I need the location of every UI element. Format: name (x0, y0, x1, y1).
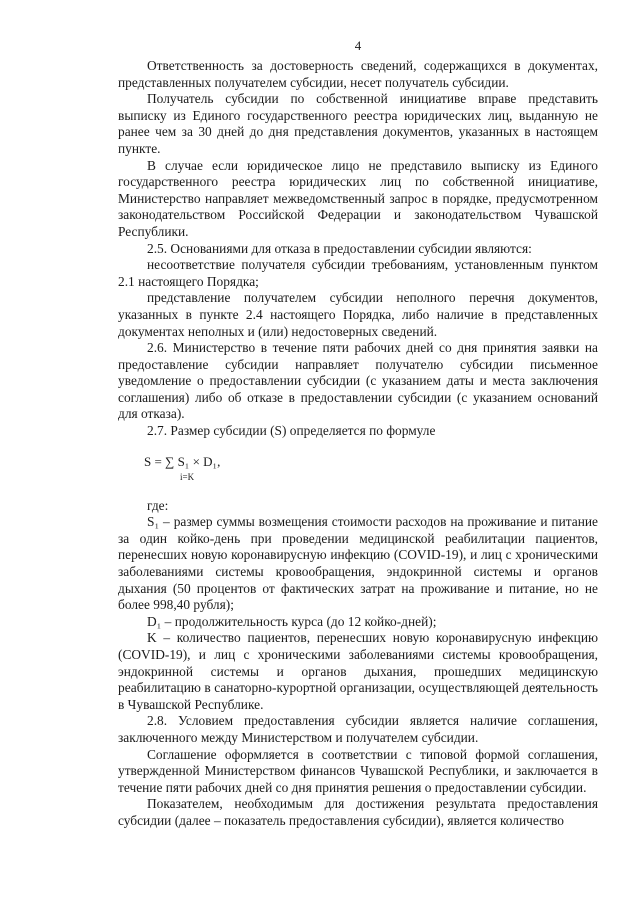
paragraph-indicator: Показателем, необходимым для достижения результата предоставления субсидии (далее – показатель предоставления субсидии), является количество (118, 796, 598, 828)
paragraph-extract-initiative: Получатель субсидии по собственной инициативе вправе представить выписку из Единого государственного реестра юридических лиц, выданную не ранее чем за 30 дней до дня представления документов, указанных в настоящем пункте. (118, 91, 598, 156)
paragraph-d1-definition: D₁ – продолжительность курса (до 12 койко-дней); (147, 613, 437, 629)
subsidy-formula (118, 446, 598, 492)
paragraph-agreement-form: Соглашение оформляется в соответствии с типовой формой соглашения, утвержденной Министерством финансов Чувашской Республики, и заключается в течение пяти рабочих дней со дня принятия решения о предоставлении субсидии. (118, 746, 598, 795)
paragraph-refusal-reason-1: несоответствие получателя субсидии требованиям, установленным пунктом 2.1 настоящего Порядка; (118, 257, 598, 289)
paragraph-responsibility: Ответственность за достоверность сведений, содержащихся в документах, представленных получателем субсидии, несет получатель субсидии. (118, 58, 598, 90)
paragraph-2-5-heading: 2.5. Основаниями для отказа в предоставлении субсидии являются: (147, 240, 532, 256)
page-number: 4 (354, 38, 362, 53)
formula-sum-index: i=K (180, 471, 195, 482)
paragraph-refusal-reason-2: представление получателем субсидии неполного перечня документов, указанных в пункте 2.4 настоящего Порядка, либо наличие в представленных документах неполных и (или) недостоверных сведений. (118, 290, 598, 339)
paragraph-interagency-request: В случае если юридическое лицо не представило выписку из Единого государственного реестра юридических лиц по собственной инициативе, Министерство направляет межведомственный запрос в порядке, предусмотренном законодательством Российской Федерации и законодательством Чувашской Республики. (118, 157, 598, 239)
paragraph-2-8: 2.8. Условием предоставления субсидии является наличие соглашения, заключенного между Министерством и получателем субсидии. (118, 713, 598, 745)
paragraph-2-7: 2.7. Размер субсидии (S) определяется по формуле (147, 423, 436, 439)
paragraph-2-6: 2.6. Министерство в течение пяти рабочих дней со дня принятия заявки на предоставление субсидии направляет получателю субсидии письменное уведомление о предоставлении субсидии (с указанием даты и места заключения соглашения) либо об отказе в предоставлении субсидии (с указанием оснований для отказа). (118, 340, 598, 422)
paragraph-k-definition: K – количество пациентов, перенесших новую коронавирусную инфекцию (COVID-19), и лиц с хроническими заболеваниями системы кровообращения, эндокринной системы и органов дыхания, прошедших медицинскую реабилитацию в санаторно-курортной организации, осуществляющей деятельность в Чувашской Республике. (118, 630, 598, 712)
formula-expression: S = ∑ S₁ × D₁, (144, 453, 221, 469)
paragraph-where: где: (147, 497, 169, 513)
paragraph-s1-definition: S₁ – размер суммы возмещения стоимости расходов на проживание и питание за один койко-день при проведении медицинской реабилитации пациентов, перенесших новую коронавирусную инфекцию (COVID-19), и лиц с хроническими заболеваниями системы кровообращения, эндокринной системы и органов дыхания (50 процентов от фактических затрат на проживание и питание, но не более 998,40 рубля); (118, 514, 598, 613)
